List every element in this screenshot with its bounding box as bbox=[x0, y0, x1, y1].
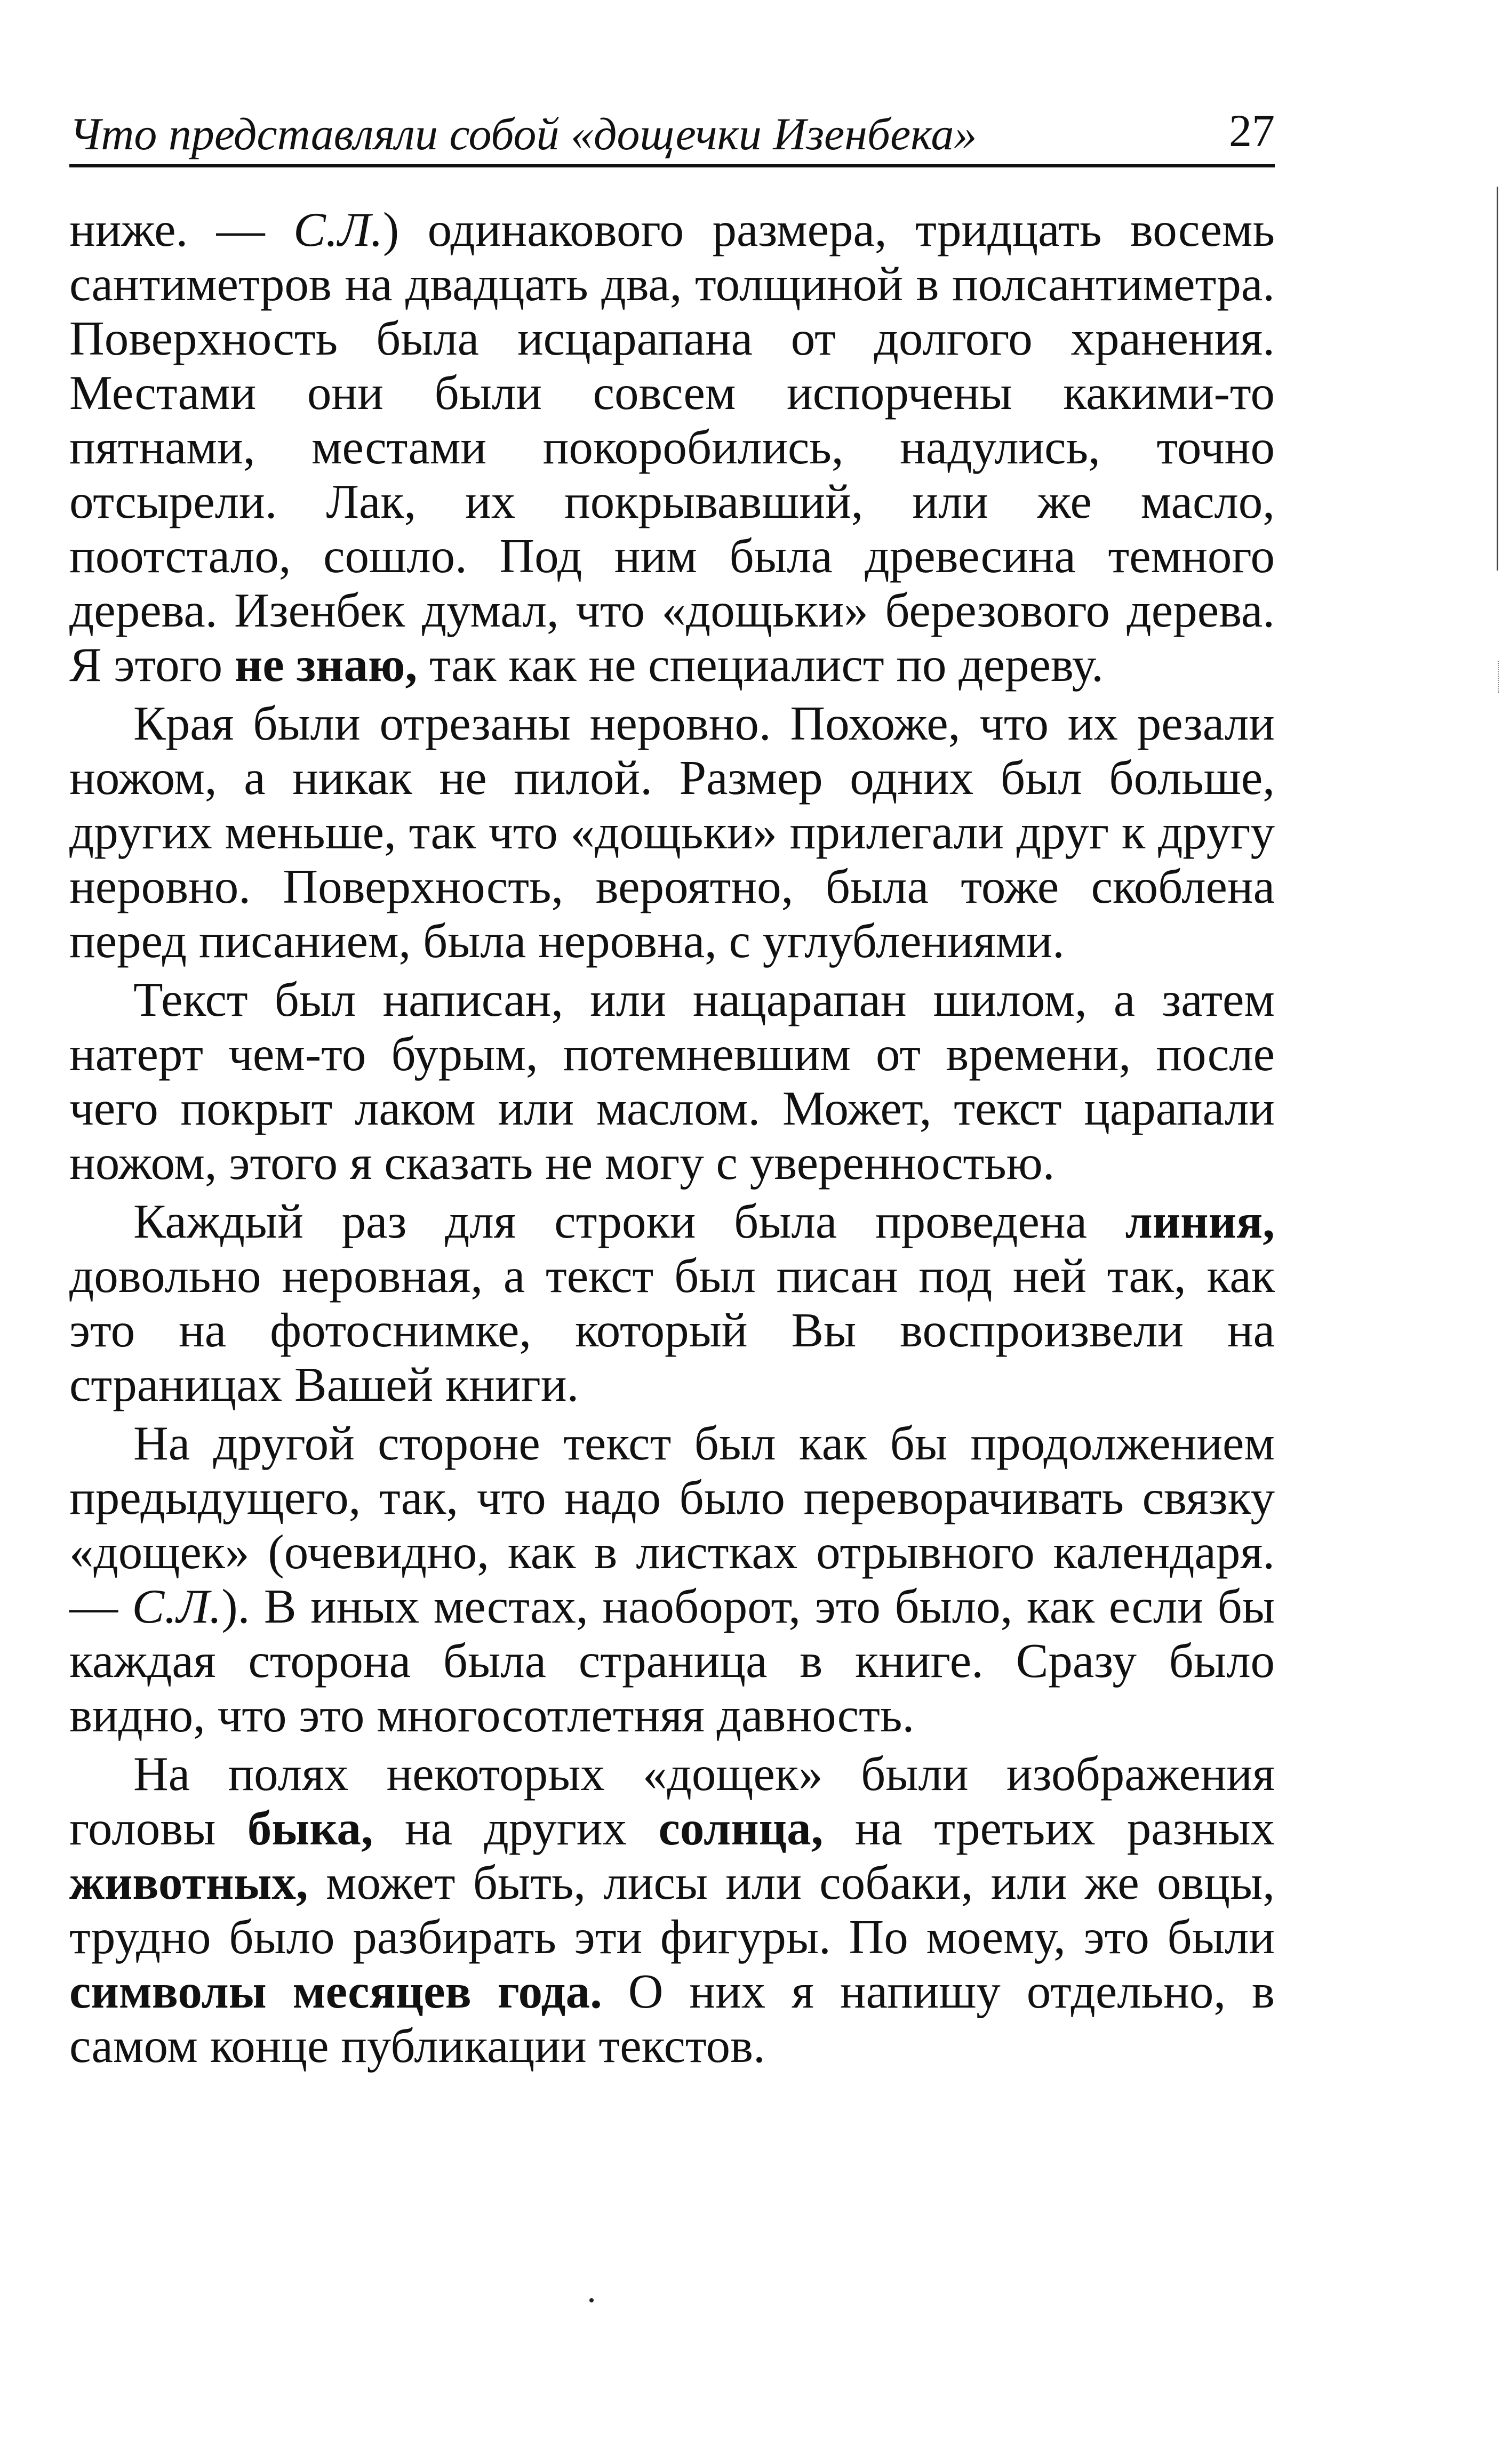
text-run: На полях некоторых «дощек» были изображения головы bbox=[69, 1747, 1275, 1855]
emphasis-bold: линия, bbox=[1125, 1194, 1275, 1248]
paragraph bbox=[69, 1416, 1275, 1743]
emphasis-bold: быка, bbox=[247, 1801, 373, 1855]
author-initials: С.Л. bbox=[132, 1579, 222, 1633]
text-run: ниже. — bbox=[69, 203, 294, 256]
author-initials: С.Л. bbox=[293, 203, 383, 256]
text-run: ) одинакового размера, тридцать восемь сантиметров на двадцать два, толщиной в полсантиметра. Поверхность была исцарапана от долгого хранения. Местами они были совсем испорчены какими-то пятнами, местами покоробились, надулись, точно отсырели. Лак, их покрывавший, или же масло, поотстало, сошло. Под ним была древесина темного дерева. Изенбек думал, что «дощьки» березового дерева. Я этого bbox=[69, 203, 1275, 692]
text-run: так как не специалист по дереву. bbox=[417, 638, 1104, 692]
emphasis-bold: солнца, bbox=[658, 1801, 824, 1855]
paragraph bbox=[69, 203, 1275, 692]
paragraph bbox=[69, 1194, 1275, 1412]
paragraph bbox=[69, 973, 1275, 1190]
running-title: Что представляли собой «дощечки Изенбека» bbox=[69, 108, 977, 159]
text-run: Текст был написан, или нацарапан шилом, а затем натерт чем-то бурым, потемневшим от времени, после чего покрыт лаком или маслом. Может, текст царапали ножом, этого я сказать не могу с уверенностью. bbox=[69, 973, 1275, 1190]
emphasis-bold: символы месяцев года. bbox=[69, 1964, 602, 2018]
page-number: 27 bbox=[1229, 105, 1275, 156]
text-run: довольно неровная, а текст был писан под ней так, как это на фотоснимке, который Вы воспроизвели на страницах Вашей книги. bbox=[69, 1249, 1275, 1411]
text-run: О них я напишу отдельно, в самом конце публикации текстов. bbox=[69, 1964, 1275, 2073]
text-run: может быть, лисы или собаки, или же овцы, трудно было разбирать эти фигуры. По моему, это были bbox=[69, 1856, 1275, 1964]
emphasis-bold: животных, bbox=[69, 1856, 308, 1909]
body-text bbox=[69, 203, 1275, 2077]
scan-edge-line bbox=[1497, 187, 1498, 571]
scan-edge-dots bbox=[1498, 661, 1500, 693]
text-run: Каждый раз для строки была проведена bbox=[133, 1194, 1125, 1248]
ink-speck bbox=[589, 2298, 594, 2302]
paragraph bbox=[69, 696, 1275, 968]
paragraph bbox=[69, 1747, 1275, 2073]
book-page bbox=[69, 0, 1275, 2464]
emphasis-bold: не знаю, bbox=[234, 638, 418, 692]
text-run: на других bbox=[373, 1801, 659, 1855]
text-run: на третьих разных bbox=[823, 1801, 1275, 1855]
running-header bbox=[69, 95, 1275, 167]
text-run: На другой стороне текст был как бы продолжением предыдущего, так, что надо было переворачивать связку «дощек» (очевидно, как в листках отрывного календаря. — bbox=[69, 1416, 1275, 1633]
text-run: Края были отрезаны неровно. Похоже, что их резали ножом, а никак не пилой. Размер одних был больше, других меньше, так что «дощьки» прилегали друг к другу неровно. Поверхность, вероятно, была тоже скоблена перед писанием, была неровна, с углублениями. bbox=[69, 696, 1275, 968]
text-run: ). В иных местах, наоборот, это было, как если бы каждая сторона была страница в книге. Сразу было видно, что это многосотлетняя давность. bbox=[69, 1579, 1275, 1742]
